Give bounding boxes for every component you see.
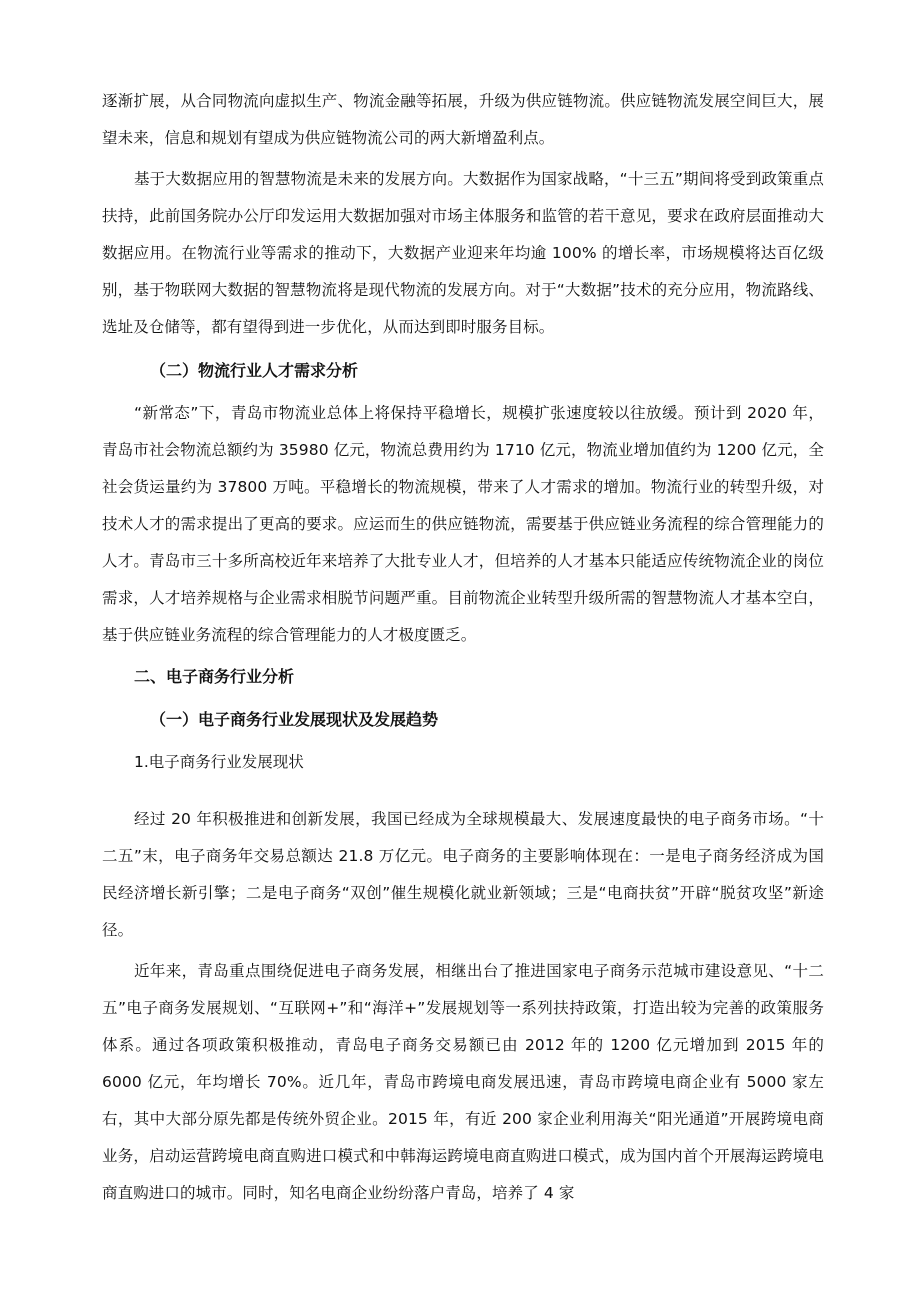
paragraph-qingdao-ecommerce: 近年来，青岛重点围绕促进电子商务发展，相继出台了推进国家电子商务示范城市建设意见、“十二五”电子商务发展规划、“互联网+”和“海洋+”发展规划等一系列扶持政策，打造出较为完善的政策服务体系。通过各项政策积极推动，青岛电子商务交易额已由 2012 年的 1200 亿元增加到 2015 年的 6000 亿元，年均增长 70%。近几年，青岛市跨境电商发展迅速，青岛市跨境电商企业有 5000 家左右，其中大部分原先都是传统外贸企业。2015 年，有近 200 家企业利用海关“阳光通道”开展跨境电商业务，启动运营跨境电商直购进口模式和中韩海运跨境电商直购进口模式，成为国内首个开展海运跨境电商直购进口的城市。同时，知名电商企业纷纷落户青岛，培养了 4 家: [102, 962, 824, 1202]
paragraph-qingdao-logistics-talent: “新常态”下，青岛市物流业总体上将保持平稳增长，规模扩张速度较以往放缓。预计到 2020 年，青岛市社会物流总额约为 35980 亿元，物流总费用约为 1710 亿元，物流业增加值约为 1200 亿元，全社会货运量约为 37800 万吨。平稳增长的物流规模，带来了人才需求的增加。物流行业的转型升级，对技术人才的需求提出了更高的要求。应运而生的供应链物流，需要基于供应链业务流程的综合管理能力的人才。青岛市三十多所高校近年来培养了大批专业人才，但培养的人才基本只能适应传统物流企业的岗位需求，人才培养规格与企业需求相脱节问题严重。目前物流企业转型升级所需的智慧物流人才基本空白，基于供应链业务流程的综合管理能力的人才极度匮乏。: [102, 404, 824, 644]
heading-logistics-talent-demand: （二）物流行业人才需求分析: [150, 361, 359, 380]
paragraph-national-ecommerce: 经过 20 年积极推进和创新发展，我国已经成为全球规模最大、发展速度最快的电子商务市场。“十二五”末，电子商务年交易总额达 21.8 万亿元。电子商务的主要影响体现在：一是电子商务经济成为国民经济增长新引擎；二是电子商务“双创”催生规模化就业新领域；三是“电商扶贫”开辟“脱贫攻坚”新途径。: [102, 810, 824, 939]
paragraph-supply-chain-growth: 逐渐扩展，从合同物流向虚拟生产、物流金融等拓展，升级为供应链物流。供应链物流发展空间巨大，展望未来，信息和规划有望成为供应链物流公司的两大新增盈利点。: [102, 92, 824, 147]
heading-ecommerce-status-trends: （一）电子商务行业发展现状及发展趋势: [150, 710, 439, 729]
document-body: [102, 83, 824, 1216]
heading-ecommerce-analysis: 二、电子商务行业分析: [134, 667, 295, 686]
paragraph-big-data-logistics: 基于大数据应用的智慧物流是未来的发展方向。大数据作为国家战略，“十三五”期间将受到政策重点扶持，此前国务院办公厅印发运用大数据加强对市场主体服务和监管的若干意见，要求在政府层面推动大数据应用。在物流行业等需求的推动下，大数据产业迎来年均逾 100% 的增长率，市场规模将达百亿级别，基于物联网大数据的智慧物流将是现代物流的发展方向。对于“大数据”技术的充分应用，物流路线、选址及仓储等，都有望得到进一步优化，从而达到即时服务目标。: [102, 170, 824, 336]
heading-ecommerce-status: 1.电子商务行业发展现状: [134, 753, 304, 771]
